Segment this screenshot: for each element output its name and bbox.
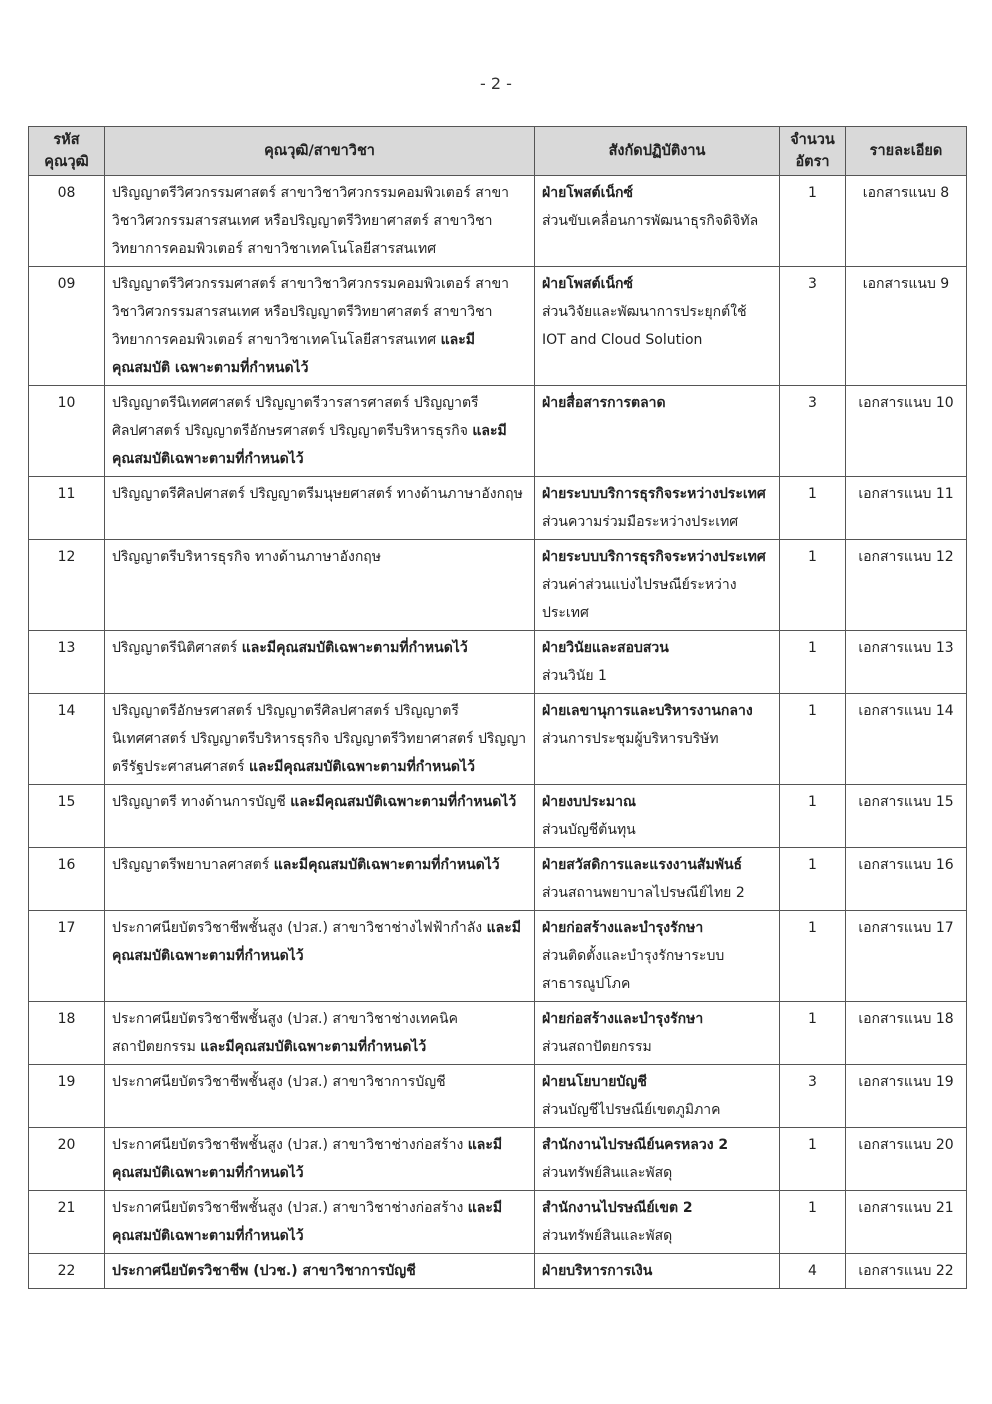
qualification-text: ปริญญาตรีอักษรศาสตร์ ปริญญาตรีศิลปศาสตร์ ปริญญาตรีนิเทศศาสตร์ ปริญญาตรีบริหารธุรกิจ ปริญญาตรีวิทยาศาสตร์ ปริญญาตรีรัฐประศาสนศาสตร์ xyxy=(112,703,527,775)
cell-code: 17 xyxy=(29,911,105,1002)
cell-code: 19 xyxy=(29,1065,105,1128)
table-row xyxy=(29,386,967,477)
qualification-text: ประกาศนียบัตรวิชาชีพชั้นสูง (ปวส.) สาขาวิชาช่างก่อสร้าง xyxy=(112,1200,468,1216)
cell-qualification xyxy=(105,848,535,911)
department-name: ฝ่ายโพสต์เน็กซ์ xyxy=(542,276,633,292)
table-row xyxy=(29,911,967,1002)
cell-department xyxy=(535,1191,780,1254)
cell-count: 1 xyxy=(780,1191,846,1254)
section-name: ส่วนวิจัยและพัฒนาการประยุกต์ใช้ IOT and Cloud Solution xyxy=(542,304,747,348)
cell-detail: เอกสารแนบ 22 xyxy=(846,1254,967,1289)
cell-code: 14 xyxy=(29,694,105,785)
table-row xyxy=(29,1002,967,1065)
department-name: ฝ่ายเลขานุการและบริหารงานกลาง xyxy=(542,703,753,719)
qualification-text: ปริญญาตรีวิศวกรรมศาสตร์ สาขาวิชาวิศวกรรมคอมพิวเตอร์ สาขาวิชาวิศวกรรมสารสนเทศ หรือปริญญาตรีวิทยาศาสตร์ สาขาวิชาวิทยาการคอมพิวเตอร์ สาขาวิชาเทคโนโลยีสารสนเทศ xyxy=(112,185,510,257)
cell-department xyxy=(535,1128,780,1191)
table-row xyxy=(29,1254,967,1289)
section-name: ส่วนค่าส่วนแบ่งไปรษณีย์ระหว่างประเทศ xyxy=(542,577,737,621)
table-row xyxy=(29,631,967,694)
header-qualification: คุณวุฒิ/สาขาวิชา xyxy=(105,127,535,176)
section-name: ส่วนบัญชีต้นทุน xyxy=(542,822,636,838)
section-name: ส่วนขับเคลื่อนการพัฒนาธุรกิจดิจิทัล xyxy=(542,213,759,229)
cell-department xyxy=(535,911,780,1002)
qualification-text: ปริญญาตรีวิศวกรรมศาสตร์ สาขาวิชาวิศวกรรมคอมพิวเตอร์ สาขาวิชาวิศวกรรมสารสนเทศ หรือปริญญาตรีวิทยาศาสตร์ สาขาวิชาวิทยาการคอมพิวเตอร์ สาขาวิชาเทคโนโลยีสารสนเทศ xyxy=(112,276,510,348)
table-row xyxy=(29,540,967,631)
qualification-text: และมีคุณสมบัติเฉพาะตามที่กำหนดไว้ xyxy=(241,640,468,656)
cell-detail: เอกสารแนบ 12 xyxy=(846,540,967,631)
qualification-text: และมีคุณสมบัติ เฉพาะตามที่กำหนดไว้ xyxy=(112,332,475,376)
cell-count: 1 xyxy=(780,785,846,848)
cell-qualification xyxy=(105,631,535,694)
table-header-row xyxy=(29,127,967,176)
cell-department xyxy=(535,1065,780,1128)
cell-code: 21 xyxy=(29,1191,105,1254)
table-row xyxy=(29,785,967,848)
qualification-table xyxy=(28,126,967,1289)
cell-count: 1 xyxy=(780,477,846,540)
section-name: ส่วนการประชุมผู้บริหารบริษัท xyxy=(542,731,719,747)
table-row xyxy=(29,1128,967,1191)
header-count: จำนวน อัตรา xyxy=(780,127,846,176)
department-name: ฝ่ายก่อสร้างและบำรุงรักษา xyxy=(542,920,704,936)
header-detail: รายละเอียด xyxy=(846,127,967,176)
table-row xyxy=(29,1191,967,1254)
cell-qualification xyxy=(105,267,535,386)
cell-detail: เอกสารแนบ 9 xyxy=(846,267,967,386)
qualification-text: ปริญญาตรี ทางด้านการบัญชี xyxy=(112,794,291,810)
qualification-text: และมีคุณสมบัติเฉพาะตามที่กำหนดไว้ xyxy=(200,1039,427,1055)
section-name: ส่วนความร่วมมือระหว่างประเทศ xyxy=(542,514,739,530)
cell-qualification xyxy=(105,386,535,477)
cell-count: 4 xyxy=(780,1254,846,1289)
cell-code: 12 xyxy=(29,540,105,631)
table-row xyxy=(29,1065,967,1128)
cell-count: 1 xyxy=(780,176,846,267)
department-name: สำนักงานไปรษณีย์เขต 2 xyxy=(542,1200,693,1216)
cell-detail: เอกสารแนบ 19 xyxy=(846,1065,967,1128)
qualification-text: และมีคุณสมบัติเฉพาะตามที่กำหนดไว้ xyxy=(273,857,500,873)
cell-department xyxy=(535,848,780,911)
cell-qualification xyxy=(105,911,535,1002)
department-name: ฝ่ายก่อสร้างและบำรุงรักษา xyxy=(542,1011,704,1027)
cell-qualification xyxy=(105,477,535,540)
cell-department xyxy=(535,1254,780,1289)
cell-count: 3 xyxy=(780,267,846,386)
cell-code: 13 xyxy=(29,631,105,694)
table-body xyxy=(29,176,967,1289)
department-name: ฝ่ายโพสต์เน็กซ์ xyxy=(542,185,633,201)
qualification-text: ประกาศนียบัตรวิชาชีพชั้นสูง (ปวส.) สาขาวิชาช่างเทคนิคสถาปัตยกรรม xyxy=(112,1011,458,1055)
cell-detail: เอกสารแนบ 16 xyxy=(846,848,967,911)
cell-code: 10 xyxy=(29,386,105,477)
cell-count: 1 xyxy=(780,848,846,911)
qualification-text: ประกาศนียบัตรวิชาชีพชั้นสูง (ปวส.) สาขาวิชาการบัญชี xyxy=(112,1074,446,1090)
cell-count: 1 xyxy=(780,911,846,1002)
qualification-text: ประกาศนียบัตรวิชาชีพชั้นสูง (ปวส.) สาขาวิชาช่างก่อสร้าง xyxy=(112,1137,468,1153)
cell-detail: เอกสารแนบ 10 xyxy=(846,386,967,477)
cell-detail: เอกสารแนบ 17 xyxy=(846,911,967,1002)
qualification-text: และมีคุณสมบัติเฉพาะตามที่กำหนดไว้ xyxy=(290,794,517,810)
cell-department xyxy=(535,1002,780,1065)
cell-detail: เอกสารแนบ 15 xyxy=(846,785,967,848)
cell-count: 3 xyxy=(780,1065,846,1128)
cell-code: 18 xyxy=(29,1002,105,1065)
table-row xyxy=(29,477,967,540)
section-name: ส่วนสถาปัตยกรรม xyxy=(542,1039,652,1055)
cell-detail: เอกสารแนบ 8 xyxy=(846,176,967,267)
cell-count: 1 xyxy=(780,694,846,785)
cell-code: 15 xyxy=(29,785,105,848)
cell-qualification xyxy=(105,1065,535,1128)
cell-qualification xyxy=(105,1002,535,1065)
cell-code: 20 xyxy=(29,1128,105,1191)
cell-count: 1 xyxy=(780,631,846,694)
cell-department xyxy=(535,631,780,694)
qualification-text: และมีคุณสมบัติเฉพาะตามที่กำหนดไว้ xyxy=(112,1137,503,1181)
cell-code: 11 xyxy=(29,477,105,540)
cell-detail: เอกสารแนบ 11 xyxy=(846,477,967,540)
cell-department xyxy=(535,477,780,540)
department-name: ฝ่ายนโยบายบัญชี xyxy=(542,1074,647,1090)
section-name: ส่วนติดตั้งและบำรุงรักษาระบบสาธารณูปโภค xyxy=(542,948,725,992)
cell-department xyxy=(535,386,780,477)
cell-detail: เอกสารแนบ 13 xyxy=(846,631,967,694)
header-department: สังกัดปฏิบัติงาน xyxy=(535,127,780,176)
department-name: ฝ่ายสวัสดิการและแรงงานสัมพันธ์ xyxy=(542,857,743,873)
cell-qualification xyxy=(105,694,535,785)
qualification-text: ปริญญาตรีบริหารธุรกิจ ทางด้านภาษาอังกฤษ xyxy=(112,549,382,565)
qualification-text: ปริญญาตรีนิเทศศาสตร์ ปริญญาตรีวารสารศาสตร์ ปริญญาตรีศิลปศาสตร์ ปริญญาตรีอักษรศาสตร์ ปริญญาตรีบริหารธุรกิจ xyxy=(112,395,479,439)
qualification-text: ปริญญาตรีนิติศาสตร์ xyxy=(112,640,242,656)
qualification-text: และมีคุณสมบัติเฉพาะตามที่กำหนดไว้ xyxy=(112,423,507,467)
cell-detail: เอกสารแนบ 21 xyxy=(846,1191,967,1254)
cell-code: 08 xyxy=(29,176,105,267)
cell-qualification xyxy=(105,540,535,631)
department-name: ฝ่ายระบบบริการธุรกิจระหว่างประเทศ xyxy=(542,486,766,502)
cell-count: 1 xyxy=(780,540,846,631)
page-number: - 2 - xyxy=(480,74,512,93)
section-name: ส่วนทรัพย์สินและพัสดุ xyxy=(542,1228,673,1244)
table-row xyxy=(29,176,967,267)
qualification-text: ปริญญาตรีพยาบาลศาสตร์ xyxy=(112,857,274,873)
cell-code: 09 xyxy=(29,267,105,386)
department-name: ฝ่ายสื่อสารการตลาด xyxy=(542,395,666,411)
cell-qualification xyxy=(105,1191,535,1254)
cell-qualification xyxy=(105,1254,535,1289)
cell-qualification xyxy=(105,176,535,267)
department-name: ฝ่ายงบประมาณ xyxy=(542,794,636,810)
qualification-text: ประกาศนียบัตรวิชาชีพ (ปวช.) สาขาวิชาการบัญชี xyxy=(112,1263,416,1279)
qualification-text: และมีคุณสมบัติเฉพาะตามที่กำหนดไว้ xyxy=(112,920,521,964)
section-name: ส่วนสถานพยาบาลไปรษณีย์ไทย 2 xyxy=(542,885,745,901)
qualification-text: ปริญญาตรีศิลปศาสตร์ ปริญญาตรีมนุษยศาสตร์ ทางด้านภาษาอังกฤษ xyxy=(112,486,523,502)
cell-department xyxy=(535,176,780,267)
cell-count: 3 xyxy=(780,386,846,477)
cell-detail: เอกสารแนบ 20 xyxy=(846,1128,967,1191)
department-name: ฝ่ายวินัยและสอบสวน xyxy=(542,640,669,656)
department-name: สำนักงานไปรษณีย์นครหลวง 2 xyxy=(542,1137,729,1153)
cell-count: 1 xyxy=(780,1128,846,1191)
department-name: ฝ่ายระบบบริการธุรกิจระหว่างประเทศ xyxy=(542,549,766,565)
table-row xyxy=(29,267,967,386)
cell-code: 16 xyxy=(29,848,105,911)
section-name: ส่วนบัญชีไปรษณีย์เขตภูมิภาค xyxy=(542,1102,721,1118)
department-name: ฝ่ายบริหารการเงิน xyxy=(542,1263,653,1279)
table-row xyxy=(29,848,967,911)
qualification-text: ประกาศนียบัตรวิชาชีพชั้นสูง (ปวส.) สาขาวิชาช่างไฟฟ้ากำลัง xyxy=(112,920,487,936)
cell-department xyxy=(535,694,780,785)
section-name: ส่วนทรัพย์สินและพัสดุ xyxy=(542,1165,673,1181)
cell-department xyxy=(535,785,780,848)
qualification-text: และมีคุณสมบัติเฉพาะตามที่กำหนดไว้ xyxy=(249,759,475,775)
cell-department xyxy=(535,540,780,631)
qualification-text: และมีคุณสมบัติเฉพาะตามที่กำหนดไว้ xyxy=(112,1200,503,1244)
cell-detail: เอกสารแนบ 14 xyxy=(846,694,967,785)
cell-count: 1 xyxy=(780,1002,846,1065)
cell-code: 22 xyxy=(29,1254,105,1289)
table-row xyxy=(29,694,967,785)
cell-detail: เอกสารแนบ 18 xyxy=(846,1002,967,1065)
cell-qualification xyxy=(105,785,535,848)
cell-department xyxy=(535,267,780,386)
section-name: ส่วนวินัย 1 xyxy=(542,668,607,684)
header-code: รหัส คุณวุฒิ xyxy=(29,127,105,176)
cell-qualification xyxy=(105,1128,535,1191)
